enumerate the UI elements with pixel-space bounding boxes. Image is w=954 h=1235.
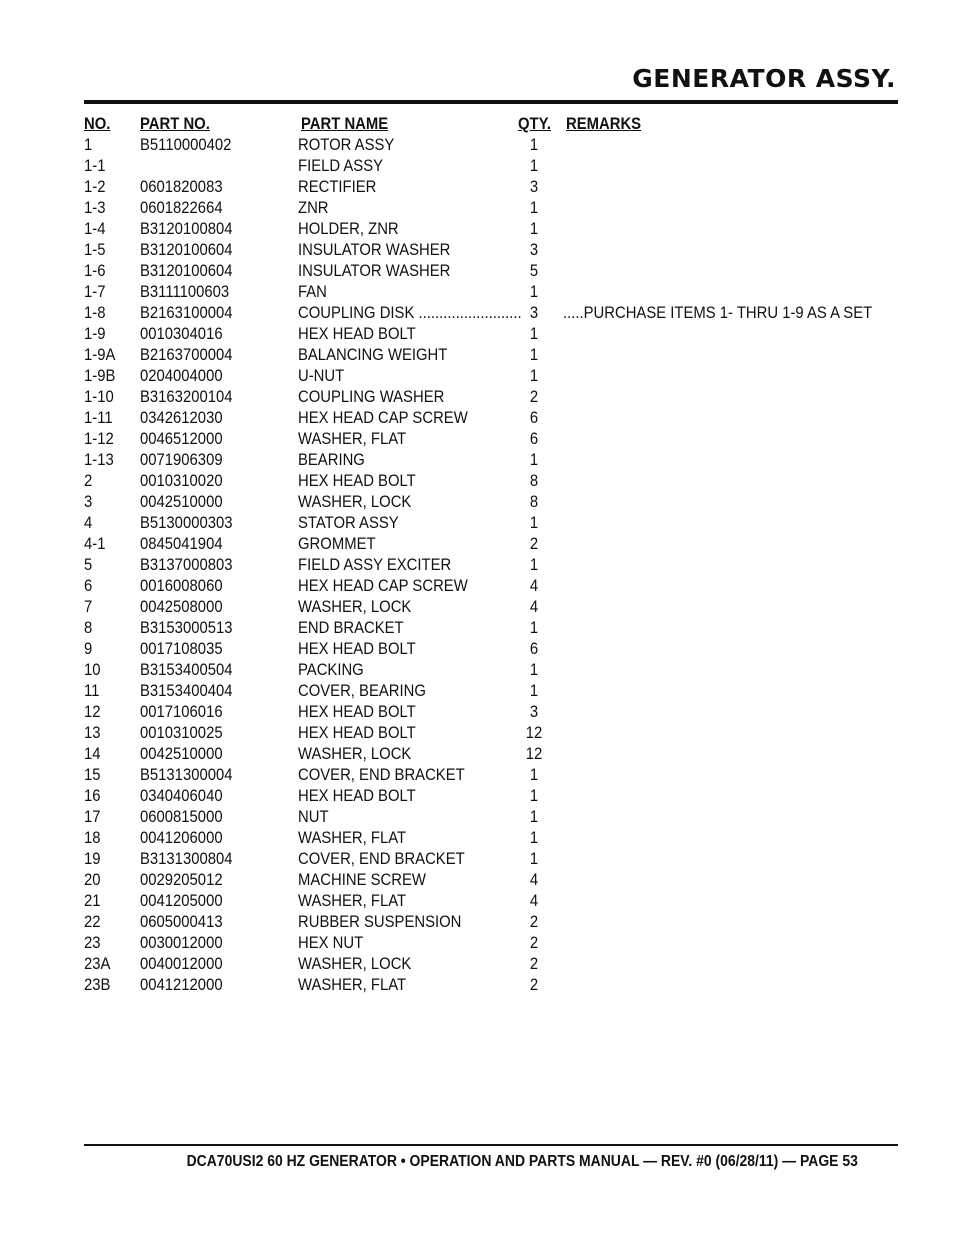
cell-part-name: HEX HEAD BOLT [298,472,416,490]
table-row [84,177,898,198]
cell-qty: 1 [529,766,539,784]
cell-qty: 12 [525,745,543,763]
table-row [84,807,898,828]
table-row [84,135,898,156]
table-row [84,282,898,303]
cell-part-name: BALANCING WEIGHT [298,346,448,364]
cell-no: 1-1 [84,157,106,175]
cell-part-name: ROTOR ASSY [298,136,395,154]
cell-part-no: 0010310020 [140,472,223,490]
cell-part-name: PACKING [298,661,364,679]
cell-part-name: INSULATOR WASHER [298,241,451,259]
cell-part-no: B3120100804 [140,220,233,238]
cell-qty: 1 [529,346,539,364]
cell-qty: 1 [529,808,539,826]
cell-part-no: B3153400504 [140,661,233,679]
table-row [84,576,898,597]
cell-no: 18 [84,829,101,847]
cell-part-no: B3120100604 [140,241,233,259]
table-row [84,492,898,513]
cell-no: 19 [84,850,101,868]
table-row [84,366,898,387]
column-header-part-no: PART NO. [140,115,210,133]
cell-no: 4-1 [84,535,106,553]
column-header-qty: QTY. [518,115,552,133]
cell-no: 1-3 [84,199,106,217]
cell-part-name: COVER, END BRACKET [298,766,465,784]
cell-part-no: 0041206000 [140,829,223,847]
table-row [84,765,898,786]
cell-part-no: B3163200104 [140,388,233,406]
cell-qty: 1 [529,787,539,805]
cell-part-name: HEX HEAD BOLT [298,325,416,343]
column-header-part-name: PART NAME [301,115,389,133]
cell-part-no: 0010304016 [140,325,223,343]
cell-part-no: 0030012000 [140,934,223,952]
cell-part-name: WASHER, FLAT [298,430,407,448]
cell-qty: 12 [525,724,543,742]
table-row [84,429,898,450]
cell-part-no: 0041205000 [140,892,223,910]
cell-no: 16 [84,787,101,805]
cell-qty: 1 [529,514,539,532]
cell-qty: 4 [529,598,539,616]
cell-part-no: 0340406040 [140,787,223,805]
parts-table [84,114,898,996]
cell-no: 1-9 [84,325,106,343]
table-row [84,870,898,891]
cell-part-no: B2163700004 [140,346,233,364]
cell-qty: 3 [529,703,539,721]
cell-qty: 5 [529,262,539,280]
cell-no: 14 [84,745,101,763]
cell-no: 20 [84,871,101,889]
page-footer: DCA70USI2 60 HZ GENERATOR • OPERATION AND PARTS MANUAL — REV. #0 (06/28/11) — PAGE 53 [186,1153,858,1170]
table-row [84,345,898,366]
cell-part-name: RECTIFIER [298,178,377,196]
cell-no: 23A [84,955,111,973]
cell-part-name: WASHER, FLAT [298,976,407,994]
cell-no: 23 [84,934,101,952]
cell-no: 5 [84,556,93,574]
table-row [84,156,898,177]
cell-part-name: WASHER, LOCK [298,598,412,616]
cell-part-no: 0046512000 [140,430,223,448]
cell-part-no: 0845041904 [140,535,223,553]
cell-no: 2 [84,472,93,490]
cell-part-no: 0042508000 [140,598,223,616]
cell-no: 23B [84,976,111,994]
cell-part-no: B3111100603 [140,283,230,301]
cell-part-no: 0016008060 [140,577,223,595]
cell-part-no: 0017106016 [140,703,223,721]
table-row [84,387,898,408]
cell-no: 17 [84,808,101,826]
cell-part-no: B5110000402 [140,136,232,154]
cell-qty: 1 [529,136,539,154]
cell-qty: 4 [529,892,539,910]
cell-qty: 1 [529,157,539,175]
table-row [84,513,898,534]
table-row [84,555,898,576]
cell-remarks: .....PURCHASE ITEMS 1- THRU 1-9 AS A SET [563,304,873,322]
cell-part-no: B3131300804 [140,850,233,868]
cell-part-no: 0029205012 [140,871,223,889]
cell-qty: 2 [529,388,539,406]
table-row [84,744,898,765]
cell-part-name: FAN [298,283,327,301]
cell-qty: 1 [529,220,539,238]
cell-qty: 3 [529,241,539,259]
cell-no: 1 [84,136,93,154]
cell-qty: 2 [529,976,539,994]
cell-no: 6 [84,577,93,595]
cell-part-no: B3137000803 [140,556,233,574]
table-header [84,114,898,135]
cell-qty: 1 [529,661,539,679]
cell-part-no: 0042510000 [140,745,223,763]
table-row [84,723,898,744]
cell-part-name: WASHER, LOCK [298,745,412,763]
cell-qty: 8 [529,493,539,511]
cell-part-no: 0010310025 [140,724,223,742]
cell-no: 21 [84,892,101,910]
cell-part-name: NUT [298,808,329,826]
column-header-no: NO. [84,115,111,133]
cell-qty: 2 [529,535,539,553]
table-row [84,912,898,933]
cell-no: 1-7 [84,283,106,301]
table-row [84,891,898,912]
cell-part-name: FIELD ASSY [298,157,384,175]
table-row [84,450,898,471]
cell-part-name: BEARING [298,451,365,469]
cell-part-no: 0041212000 [140,976,223,994]
table-row [84,597,898,618]
cell-part-name: STATOR ASSY [298,514,399,532]
cell-part-name: COUPLING WASHER [298,388,445,406]
cell-part-no: 0600815000 [140,808,223,826]
cell-no: 1-11 [84,409,113,427]
table-row [84,534,898,555]
cell-no: 1-13 [84,451,114,469]
table-row [84,198,898,219]
cell-qty: 6 [529,409,539,427]
table-row [84,849,898,870]
cell-part-no: B3120100604 [140,262,233,280]
cell-part-name: U-NUT [298,367,345,385]
table-row [84,240,898,261]
cell-part-no: 0071906309 [140,451,223,469]
cell-qty: 4 [529,577,539,595]
cell-part-name: HEX HEAD BOLT [298,724,416,742]
cell-part-no: B3153400404 [140,682,233,700]
cell-qty: 1 [529,619,539,637]
cell-part-no: 0204004000 [140,367,223,385]
page-title: GENERATOR ASSY. [632,64,896,93]
cell-part-name: RUBBER SUSPENSION [298,913,462,931]
table-row [84,324,898,345]
cell-no: 1-12 [84,430,114,448]
cell-part-name: COVER, END BRACKET [298,850,465,868]
column-header-remarks: REMARKS [566,115,642,133]
table-row [84,303,898,324]
cell-qty: 1 [529,283,539,301]
cell-part-name: WASHER, LOCK [298,955,412,973]
table-row [84,261,898,282]
cell-qty: 6 [529,430,539,448]
cell-part-name: HEX HEAD BOLT [298,703,416,721]
cell-no: 22 [84,913,101,931]
cell-part-name: HEX HEAD BOLT [298,787,416,805]
cell-qty: 1 [529,556,539,574]
footer-rule [84,1144,898,1146]
table-row [84,639,898,660]
table-row [84,618,898,639]
cell-no: 11 [84,682,100,700]
cell-part-no: B5131300004 [140,766,233,784]
cell-part-name: COVER, BEARING [298,682,426,700]
table-row [84,975,898,996]
table-row [84,471,898,492]
cell-part-name: HEX NUT [298,934,364,952]
cell-qty: 1 [529,451,539,469]
cell-part-no: 0042510000 [140,493,223,511]
cell-part-no: 0601822664 [140,199,223,217]
cell-qty: 3 [529,304,539,322]
cell-part-name: WASHER, FLAT [298,892,407,910]
table-row [84,702,898,723]
cell-part-name: HEX HEAD CAP SCREW [298,577,468,595]
cell-part-name: INSULATOR WASHER [298,262,451,280]
cell-part-no: 0017108035 [140,640,223,658]
cell-no: 1-8 [84,304,106,322]
cell-no: 1-6 [84,262,106,280]
cell-no: 12 [84,703,101,721]
cell-no: 15 [84,766,101,784]
cell-qty: 1 [529,829,539,847]
cell-part-name: COUPLING DISK ......................... [298,304,522,322]
cell-no: 1-2 [84,178,106,196]
cell-no: 3 [84,493,93,511]
table-row [84,408,898,429]
table-row [84,660,898,681]
cell-part-name: FIELD ASSY EXCITER [298,556,452,574]
cell-qty: 2 [529,955,539,973]
cell-qty: 3 [529,178,539,196]
cell-part-no: 0605000413 [140,913,223,931]
cell-qty: 2 [529,934,539,952]
table-body [84,135,898,996]
cell-qty: 1 [529,325,539,343]
cell-part-name: MACHINE SCREW [298,871,426,889]
cell-part-name: GROMMET [298,535,376,553]
table-row [84,219,898,240]
cell-part-name: END BRACKET [298,619,404,637]
cell-part-no: 0342612030 [140,409,223,427]
cell-no: 1-9B [84,367,116,385]
cell-no: 8 [84,619,93,637]
cell-no: 10 [84,661,101,679]
cell-qty: 4 [529,871,539,889]
table-row [84,681,898,702]
cell-no: 1-10 [84,388,114,406]
cell-no: 13 [84,724,101,742]
cell-no: 7 [84,598,93,616]
cell-qty: 6 [529,640,539,658]
cell-part-name: WASHER, FLAT [298,829,407,847]
cell-no: 1-5 [84,241,106,259]
cell-part-no: 0601820083 [140,178,223,196]
table-row [84,828,898,849]
cell-no: 9 [84,640,93,658]
cell-part-no: 0040012000 [140,955,223,973]
cell-part-name: ZNR [298,199,329,217]
cell-qty: 1 [529,682,539,700]
cell-qty: 1 [529,367,539,385]
cell-qty: 2 [529,913,539,931]
cell-part-no: B3153000513 [140,619,233,637]
table-row [84,933,898,954]
cell-no: 1-4 [84,220,106,238]
cell-qty: 1 [529,850,539,868]
table-row [84,954,898,975]
cell-part-name: HEX HEAD CAP SCREW [298,409,468,427]
header-rule [84,100,898,104]
cell-qty: 8 [529,472,539,490]
table-row [84,786,898,807]
cell-qty: 1 [529,199,539,217]
cell-part-name: WASHER, LOCK [298,493,412,511]
cell-no: 4 [84,514,93,532]
cell-part-name: HOLDER, ZNR [298,220,399,238]
cell-no: 1-9A [84,346,116,364]
cell-part-name: HEX HEAD BOLT [298,640,416,658]
cell-part-no: B5130000303 [140,514,233,532]
cell-part-no: B2163100004 [140,304,233,322]
